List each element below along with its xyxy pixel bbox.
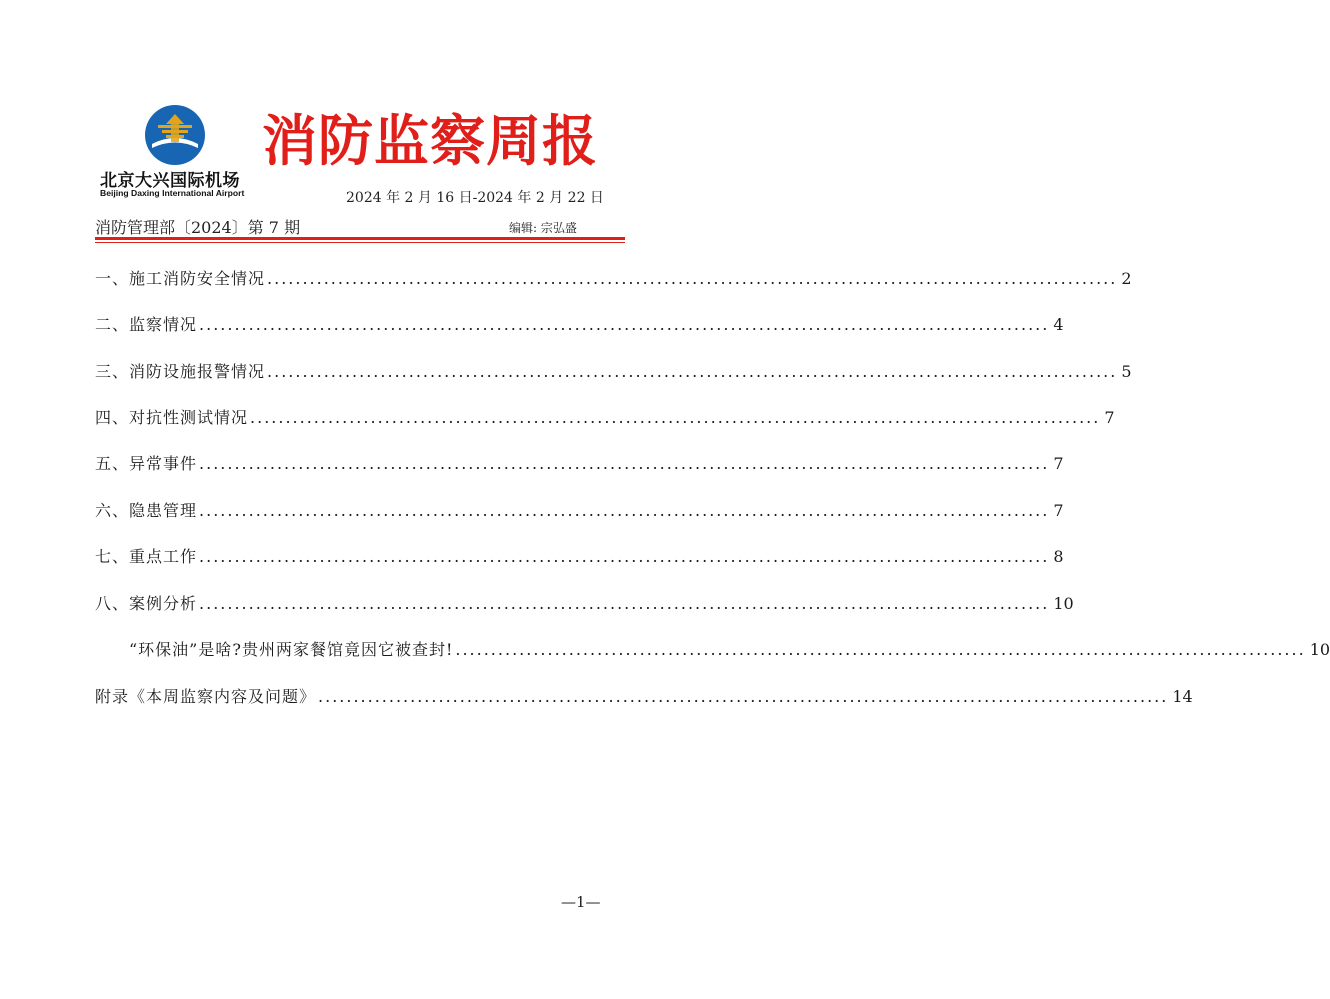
toc-item-title: 七、重点工作	[95, 547, 198, 566]
toc-item[interactable]	[95, 682, 1193, 712]
toc-leader-dots: ........................................................................................................................	[455, 640, 1306, 659]
toc-leader-dots: ........................................................................................................................	[199, 501, 1050, 520]
toc-item-title: 八、案例分析	[95, 594, 198, 613]
toc-leader-dots: ........................................................................................................................	[199, 547, 1050, 566]
toc-item-page: 4	[1053, 315, 1064, 334]
toc-item-title: “环保油”是啥?贵州两家餐馆竟因它被查封!	[129, 640, 454, 659]
toc-subitem[interactable]	[129, 635, 1330, 665]
toc-item-title: 一、施工消防安全情况	[95, 269, 266, 288]
toc-leader-dots: ........................................................................................................................	[199, 454, 1050, 473]
toc-item-title: 六、隐患管理	[95, 501, 198, 520]
toc-leader-dots: ........................................................................................................................	[199, 315, 1050, 334]
logo-chinese-name: 北京大兴国际机场	[100, 171, 240, 191]
issue-number: 消防管理部〔2024〕第 7 期	[95, 218, 301, 237]
toc-item[interactable]	[95, 310, 1064, 340]
toc-item-page: 7	[1104, 408, 1115, 427]
header-rule-thick	[95, 237, 625, 240]
toc-leader-dots: ........................................................................................................................	[318, 687, 1169, 706]
editor-credit: 编辑: 宗弘盛	[509, 221, 577, 235]
toc-item-title: 附录《本周监察内容及问题》	[95, 687, 317, 706]
toc-item-title: 三、消防设施报警情况	[95, 362, 266, 381]
toc-item[interactable]	[95, 449, 1064, 479]
toc-item[interactable]	[95, 496, 1064, 526]
toc-item-title: 四、对抗性测试情况	[95, 408, 249, 427]
header-rule-thin	[95, 242, 625, 243]
toc-item-title: 二、监察情况	[95, 315, 198, 334]
toc-item[interactable]	[95, 589, 1074, 619]
toc-item-page: 7	[1053, 454, 1064, 473]
date-range: 2024 年 2 月 16 日-2024 年 2 月 22 日	[346, 190, 604, 206]
report-title: 消防监察周报	[262, 108, 599, 173]
toc-item-page: 7	[1053, 501, 1064, 520]
toc-item[interactable]	[95, 357, 1132, 387]
toc-item[interactable]	[95, 542, 1064, 572]
logo-english-name: Beijing Daxing International Airport	[100, 188, 245, 198]
toc-item-page: 14	[1172, 687, 1193, 706]
toc-item[interactable]	[95, 403, 1115, 433]
toc-item-page: 2	[1121, 269, 1132, 288]
toc-leader-dots: ........................................................................................................................	[250, 408, 1101, 427]
toc-item-page: 8	[1053, 547, 1064, 566]
toc-item-title: 五、异常事件	[95, 454, 198, 473]
toc-leader-dots: ........................................................................................................................	[199, 594, 1050, 613]
page-number: —1—	[561, 893, 601, 911]
toc-item-page: 5	[1121, 362, 1132, 381]
toc-item-page: 10	[1309, 640, 1330, 659]
toc-item[interactable]	[95, 264, 1132, 294]
airport-logo-icon	[144, 104, 206, 166]
toc-leader-dots: ........................................................................................................................	[267, 269, 1118, 288]
toc-item-page: 10	[1053, 594, 1074, 613]
toc-leader-dots: ........................................................................................................................	[267, 362, 1118, 381]
